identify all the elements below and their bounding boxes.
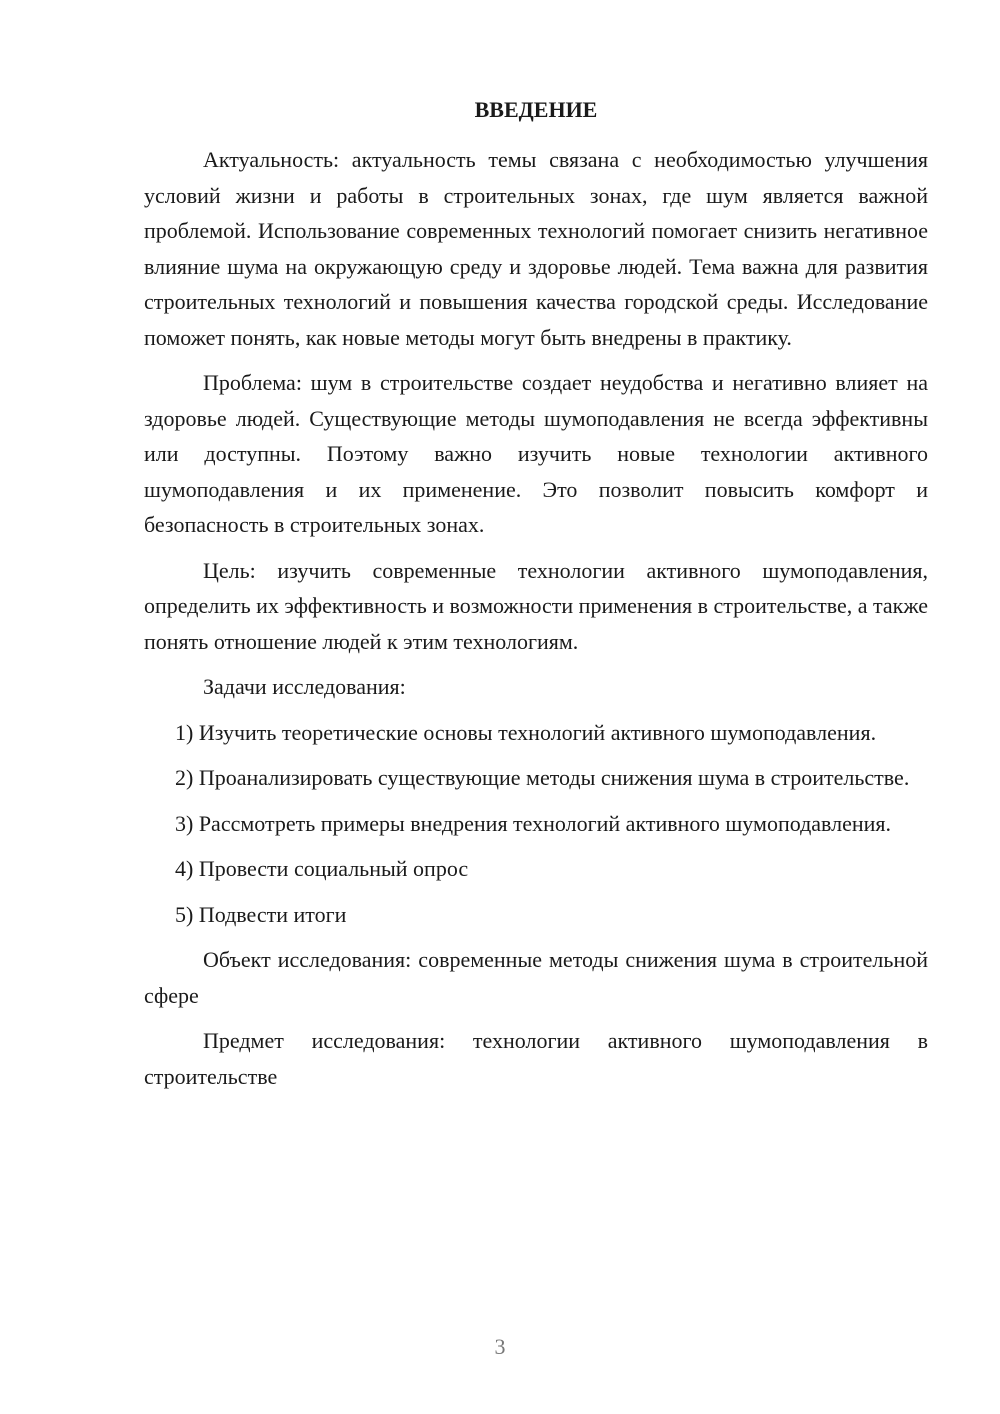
paragraph-object: Объект исследования: современные методы снижения шума в строительной сфере bbox=[144, 947, 928, 1008]
document-page bbox=[144, 96, 928, 1104]
paragraph-tasks-heading: Задачи исследования: bbox=[203, 674, 406, 699]
paragraph-subject: Предмет исследования: технологии активного шумоподавления в строительстве bbox=[144, 1028, 928, 1089]
section-title: ВВЕДЕНИЕ bbox=[474, 97, 598, 122]
task-item: 1) Изучить теоретические основы технологий активного шумоподавления. bbox=[175, 719, 877, 745]
task-item: 5) Подвести итоги bbox=[175, 901, 347, 927]
task-item: 4) Провести социальный опрос bbox=[175, 856, 469, 881]
paragraph-problem: Проблема: шум в строительстве создает неудобства и негативно влияет на здоровье людей. Существующие методы шумоподавления не всегда эффективны или доступны. Поэтому важно изучить новые технологии активного шумоподавления и их применение. Это позволит повысить комфорт и безопасность в строительных зонах. bbox=[144, 370, 928, 537]
task-item: 3) Рассмотреть примеры внедрения технологий активного шумоподавления. bbox=[175, 810, 892, 836]
page-number: 3 bbox=[494, 1334, 506, 1359]
paragraph-relevance: Актуальность: актуальность темы связана с необходимостью улучшения условий жизни и работы в строительных зонах, где шум является важной проблемой. Использование современных технологий помогает снизить негативное влияние шума на окружающую среду и здоровье людей. Тема важна для развития строительных технологий и повышения качества городской среды. Исследование поможет понять, как новые методы могут быть внедрены в практику. bbox=[144, 147, 928, 350]
paragraph-goal: Цель: изучить современные технологии активного шумоподавления, определить их эффективность и возможности применения в строительстве, а также понять отношение людей к этим технологиям. bbox=[144, 557, 928, 654]
task-item: 2) Проанализировать существующие методы снижения шума в строительстве. bbox=[175, 765, 910, 790]
